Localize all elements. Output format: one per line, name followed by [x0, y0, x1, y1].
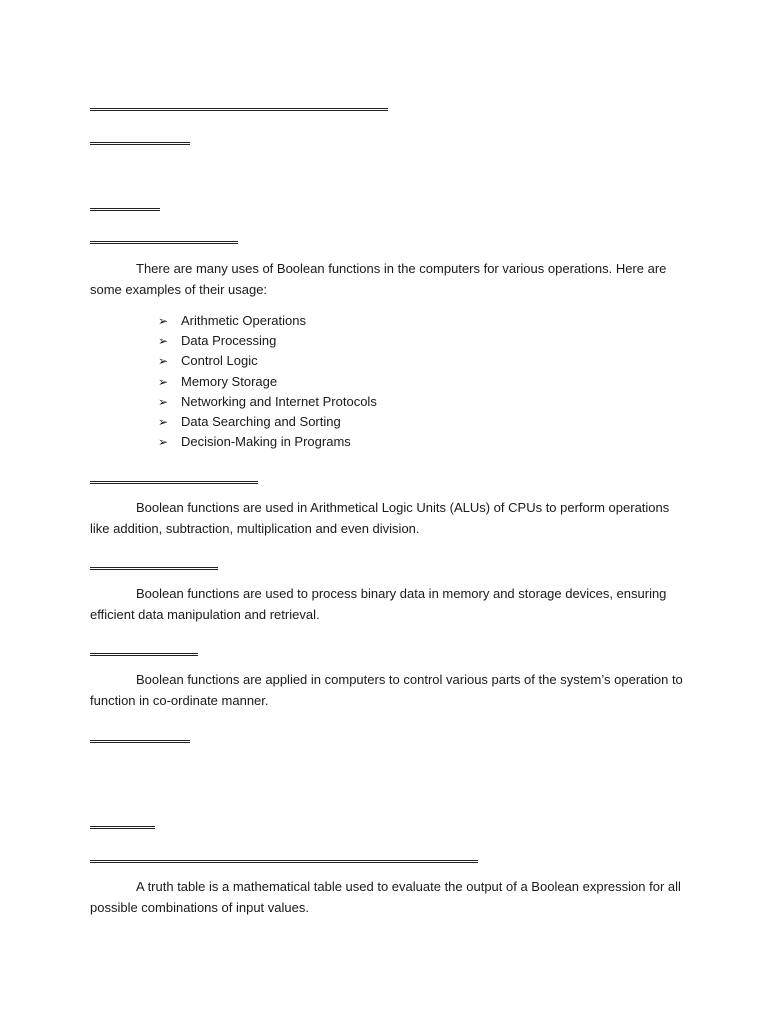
list-item-label: Networking and Internet Protocols: [181, 393, 377, 409]
arrow-bullet-icon: ➢: [158, 435, 169, 450]
list-item: [158, 432, 377, 452]
list-item: [158, 412, 377, 432]
list-item-label: Control Logic: [181, 353, 258, 369]
data-processing-paragraph: Boolean functions are used to process binary data in memory and storage devices, ensuring efficient data manipulation and retrieval.: [90, 586, 667, 622]
redacted-heading-line: [90, 108, 388, 111]
redacted-heading-line: [90, 860, 478, 863]
arrow-bullet-icon: ➢: [158, 354, 169, 369]
list-item-label: Decision-Making in Programs: [181, 434, 351, 450]
arrow-bullet-icon: ➢: [158, 374, 169, 389]
list-item: [158, 372, 377, 392]
arrow-bullet-icon: ➢: [158, 314, 169, 328]
list-item: [158, 351, 377, 371]
redacted-heading-line: [90, 241, 238, 244]
redacted-heading-line: [90, 567, 218, 570]
list-item: [158, 311, 377, 331]
list-item-label: Memory Storage: [181, 373, 278, 389]
redacted-heading-line: [90, 653, 198, 656]
list-item-label: Data Processing: [181, 333, 277, 349]
intro-paragraph: There are many uses of Boolean functions in the computers for various operations. Here are some examples of their usage:: [90, 261, 667, 297]
list-item: [158, 331, 377, 351]
list-item-label: Data Searching and Sorting: [181, 413, 341, 429]
arithmetic-paragraph: Boolean functions are used in Arithmetical Logic Units (ALUs) of CPUs to perform operations like addition, subtraction, multiplication and even division.: [90, 500, 670, 536]
truth-table-paragraph: A truth table is a mathematical table used to evaluate the output of a Boolean expression for all possible combinations of input values.: [90, 879, 681, 915]
control-logic-paragraph: Boolean functions are applied in computers to control various parts of the system’s operation to function in co-ordinate manner.: [90, 672, 683, 708]
arrow-bullet-icon: ➢: [158, 414, 169, 429]
list-item-label: Arithmetic Operations: [181, 313, 306, 328]
arrow-bullet-icon: ➢: [158, 394, 169, 409]
redacted-heading-line: [90, 142, 190, 145]
redacted-heading-line: [90, 208, 160, 211]
arrow-bullet-icon: ➢: [158, 334, 169, 349]
redacted-heading-line: [90, 481, 258, 484]
redacted-heading-line: [90, 826, 155, 829]
redacted-heading-line: [90, 740, 190, 743]
list-item: [158, 392, 377, 412]
usage-list: [158, 311, 377, 452]
